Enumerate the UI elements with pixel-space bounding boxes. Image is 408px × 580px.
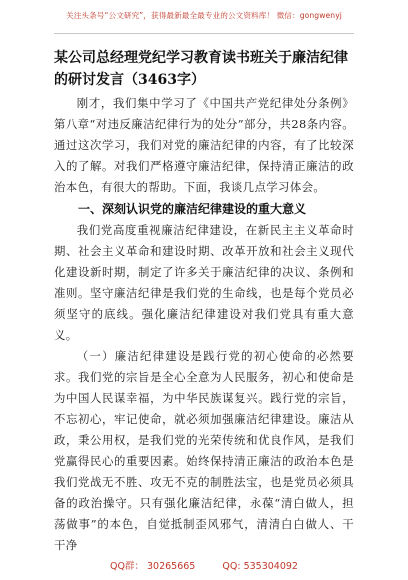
document-title: 某公司总经理党纪学习教育读书班关于廉洁纪律的研讨发言（3463字）: [54, 50, 348, 88]
header-divider: [54, 33, 354, 34]
footer-contact: [0, 558, 408, 572]
intro-paragraph: 刚才，我们集中学习了《中国共产党纪律处分条例》第八章“对违反廉洁纪律行为的处分”部分，共28条内容。通过这次学习，我们对党的廉洁纪律的内容，有了比较深入的了解。对我们严格遵守廉洁纪律，保持清正廉洁的政治本色，有很大的帮助。下面，我谈几点学习体会。: [54, 96, 354, 194]
section-paragraph: （一）廉洁纪律建设是践行党的初心使命的必然要求。我们党的宗旨是全心全意为人民服务，初心和使命是为中国人民谋幸福，为中华民族谋复兴。践行党的宗旨，不忘初心，牢记使命，就必须加强廉洁纪律建设。廉洁从政，秉公用权，是我们党的光荣传统和优良作风，是我们党赢得民心的重要因素。始终保持清正廉洁的政治本色是我们党战无不胜、攻无不克的制胜法宝，也是党员必须具备的政治操守。只有强化廉洁纪律，永葆“清白做人，担荡做事”的本色，自觉抵制歪风邪气，清清白白做人、干干净: [54, 349, 354, 552]
footer-qq: QQ: 535304092: [222, 561, 298, 572]
section-heading: 一、深刻认识党的廉洁纪律建设的重大意义: [78, 202, 307, 216]
footer-qq-group: QQ群： 30265665: [110, 561, 196, 572]
header-banner: 关注头条号“公文研究”，获得最新最全最专业的公文资料库！ 微信：gongwenyj: [66, 11, 342, 20]
document-body: [54, 47, 354, 556]
section-paragraph: 我们党高度重视廉洁纪律建设，在新民主主义革命时期、社会主义革命和建设时期、改革开放和社会主义现代化建设新时期，制定了许多关于廉洁纪律的决议、条例和准则。坚守廉洁纪律是我们党的生命线，也是每个党员必须坚守的底线。强化廉洁纪律建设对我们党具有重大意义。: [54, 223, 354, 342]
